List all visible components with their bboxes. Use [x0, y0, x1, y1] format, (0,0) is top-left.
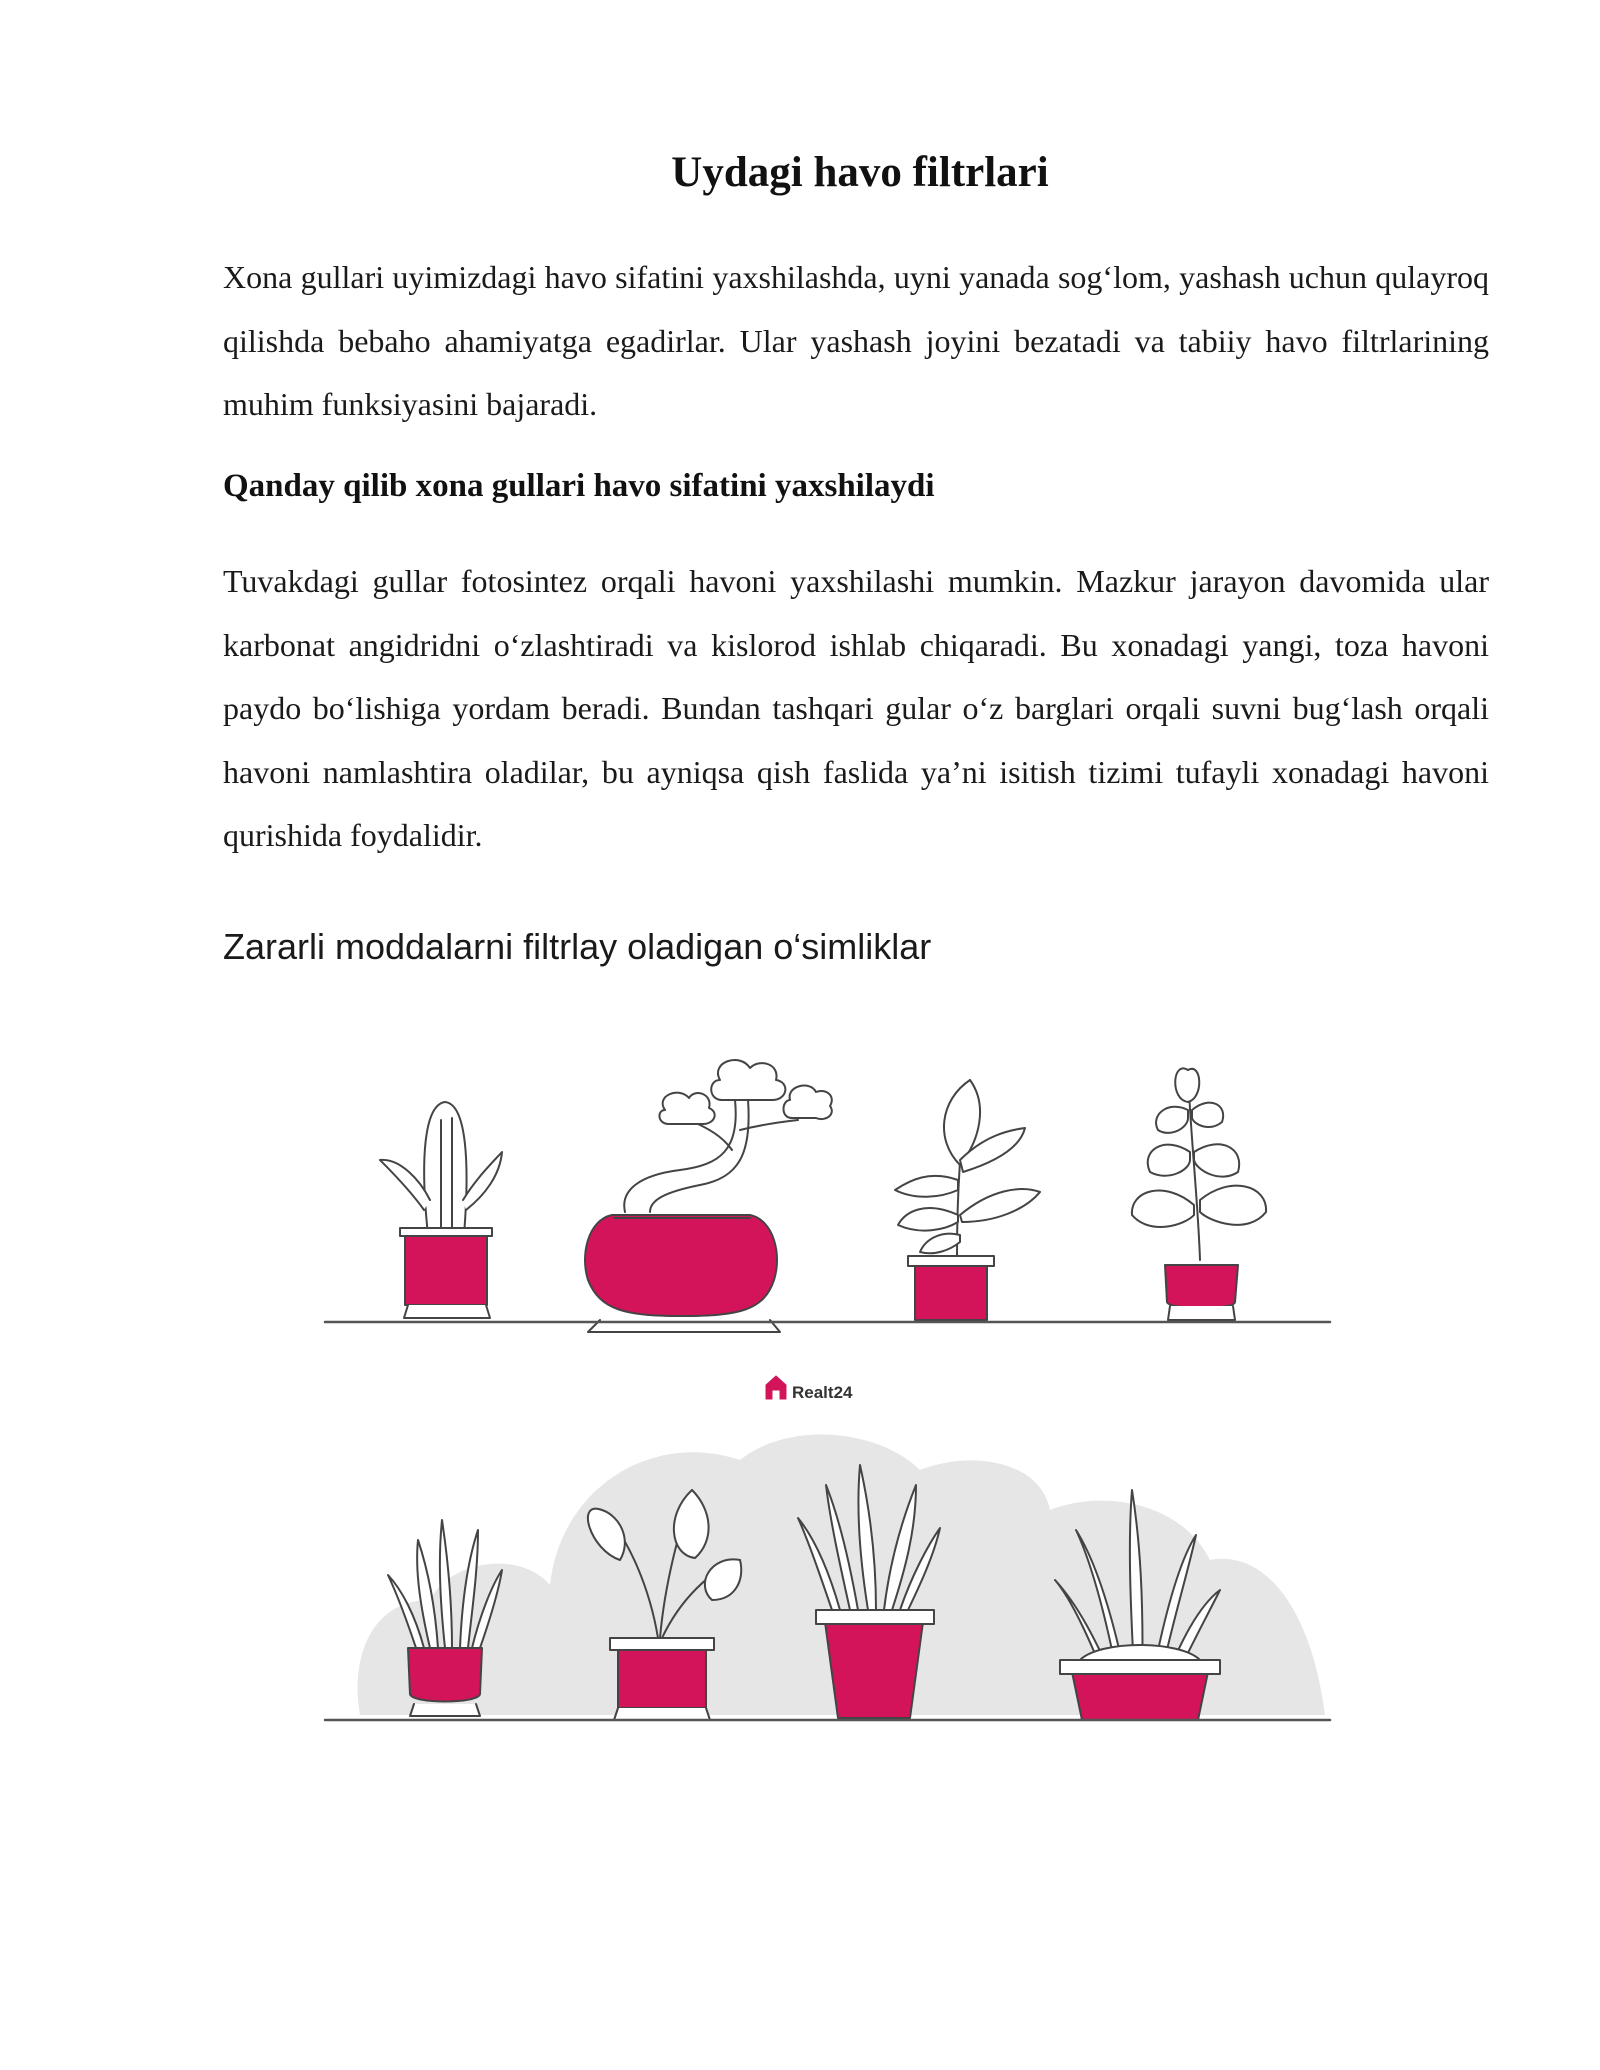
- document-title: Uydagi havo filtrlari: [671, 149, 1049, 196]
- plants-heading: Zararli moddalarni filtrlay oladigan o‘simliklar: [223, 926, 932, 967]
- logo-text: Realt24: [792, 1383, 853, 1402]
- section-paragraph: Tuvakdagi gullar fotosintez orqali havoni yaxshilashi mumkin. Mazkur jarayon davomida ular karbonat angidridni o‘zlashtiradi va kislorod ishlab chiqaradi. Bu xonadagi yangi, toza havoni paydo bo‘lishiga yordam beradi. Bundan tashqari gular o‘z barglari orqali suvni bug‘lash orqali havoni namlashtira oladilar, bu ayniqsa qish faslida ya’ni isitish tizimi tufayli xonadagi havoni qurishida foydalidir.: [223, 563, 1489, 853]
- houseplants-illustration: [320, 1040, 1340, 1730]
- realt24-logo-icon: [766, 1376, 786, 1399]
- jade-plant-icon: [1132, 1068, 1266, 1320]
- leafy-plant-icon: [895, 1080, 1040, 1320]
- section-heading: Qanday qilib xona gullari havo sifatini yaxshilaydi: [223, 468, 935, 504]
- bonsai-plant-icon: [585, 1060, 832, 1332]
- intro-paragraph: Xona gullari uyimizdagi havo sifatini yaxshilashda, uyni yanada sog‘lom, yashash uchun qulayroq qilishda bebaho ahamiyatga egadirlar. Ular yashash joyini bezatadi va tabiiy havo filtrlarining muhim funksiyasini bajaradi.: [223, 259, 1489, 422]
- cactus-plant-icon: [380, 1102, 502, 1318]
